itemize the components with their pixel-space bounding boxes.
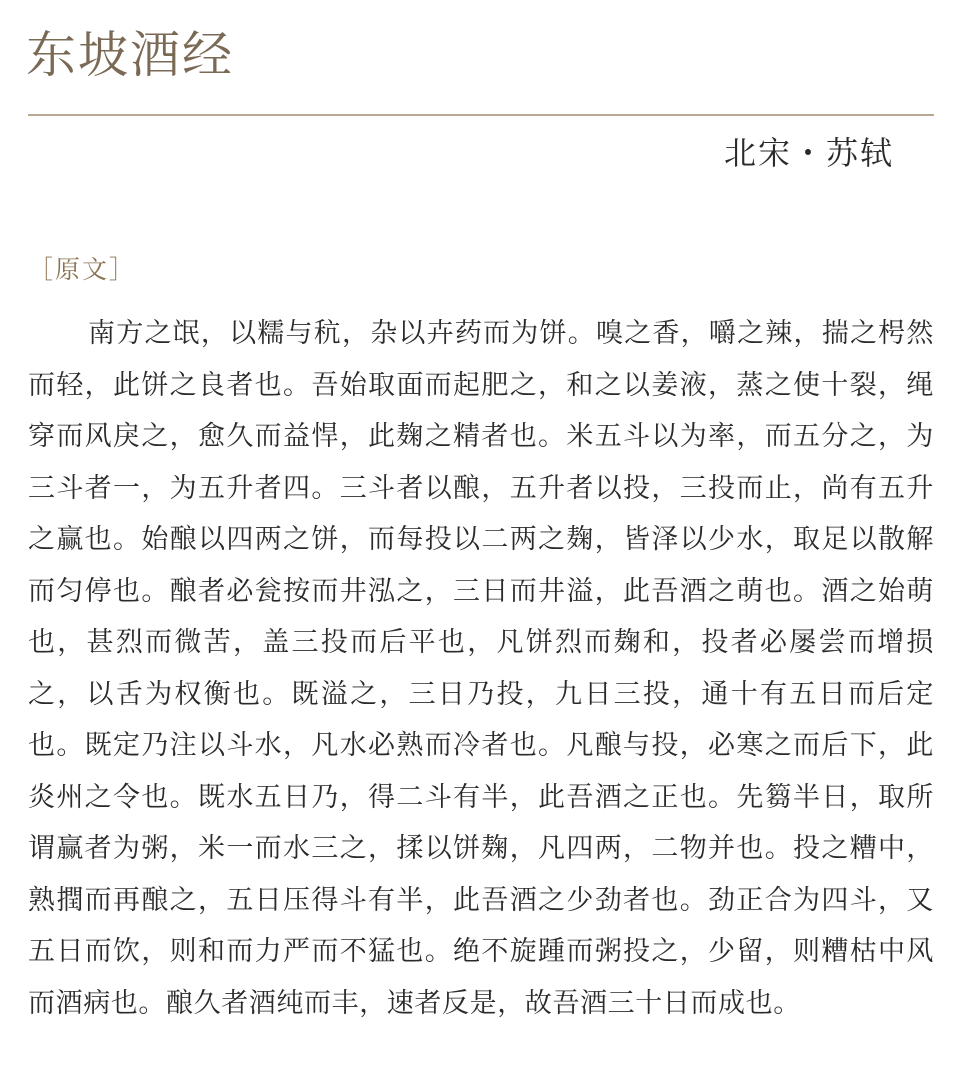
section-label-original-text: ［原文］ <box>28 255 137 284</box>
title-divider <box>28 114 934 116</box>
author-line: 北宋・苏轼 <box>723 134 894 172</box>
body-text: 南方之氓，以糯与秔，杂以卉药而为饼。嗅之香，嚼之辣，揣之枵然而轻，此饼之良者也。吾始取面而起肥之，和之以姜液，蒸之使十裂，绳穿而风戾之，愈久而益悍，此麹之精者也。米五斗以为率，而五分之，为三斗者一，为五升者四。三斗者以酿，五升者以投，三投而止，尚有五升之赢也。始酿以四两之饼，而每投以二两之麹，皆泽以少水，取足以散解而匀停也。酿者必瓮按而井泓之，三日而井溢，此吾酒之萌也。酒之始萌也，甚烈而微苦，盖三投而后平也，凡饼烈而麹和，投者必屡尝而增损之，以舌为权衡也。既溢之，三日乃投，九日三投，通十有五日而后定也。既定乃注以斗水，凡水必熟而冷者也。凡酿与投，必寒之而后下，此炎州之令也。既水五日乃，得二斗有半，此吾酒之正也。先篘半日，取所谓赢者为粥，米一而水三之，揉以饼麹，凡四两，二物并也。投之糟中，熟撋而再酿之，五日压得斗有半，此吾酒之少劲者也。劲正合为四斗，又五日而饮，则和而力严而不猛也。绝不旋踵而粥投之，少留，则糟枯中风而酒病也。酿久者酒纯而丰，速者反是，故吾酒三十日而成也。 <box>28 318 934 1019</box>
page-title: 东坡酒经 <box>26 26 234 84</box>
